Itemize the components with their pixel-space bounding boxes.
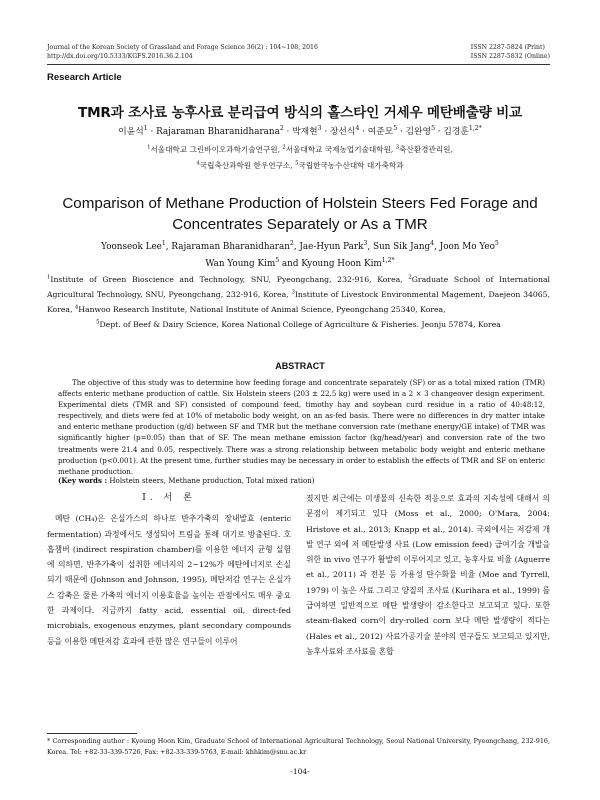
journal-header	[47, 44, 318, 61]
item-marker: 3	[317, 125, 322, 133]
list-item	[118, 127, 147, 137]
english-title-line-2: Concentrates Separately or As a TMR	[172, 216, 428, 233]
right-column	[306, 491, 550, 659]
list-item	[156, 127, 284, 137]
issn-online: ISSN 2287-5832 (Online)	[470, 52, 550, 60]
item-marker: 5	[275, 256, 280, 264]
item-text: Rajaraman Bharanidharana	[156, 127, 280, 137]
header-divider	[47, 64, 550, 65]
item-marker: 5	[431, 125, 435, 133]
footnote-divider	[47, 733, 137, 734]
item-marker: 4	[430, 240, 435, 248]
affiliation-5: Dept. of Beef & Dairy Science, Korea National College of Agriculture & Fisheries. Jeonju 57874, Korea	[99, 320, 501, 329]
korean-authors	[40, 124, 560, 137]
korean-affiliation-list-1	[147, 145, 453, 154]
affiliation-4: Hanwoo Research Institute, National Institute of Animal Science, Pyeongchang 25340, Korea,	[78, 305, 446, 314]
item-text: 장선식	[329, 127, 356, 137]
korean-affiliations-1	[40, 144, 560, 155]
intro-paragraph-left: 메탄 (CH₄)은 온실가스의 하나로 반추가축의 장내발효 (enteric fermentation) 과정에서도 생성되어 트림을 통해 대기로 방출된다. 호흡챔버 (indirect respiration chamber)를 이용한 에너지 균형 실험에 의하면, 반추가축이 섭취한 에너지의 2~12%가 메탄에너지로 손실되기 때문에 (Johnson and Johnson, 1995), 메탄저감 연구는 온실가스 감축은 물론 가축의 에너지 이용효율을 높이는 관점에서도 매우 중요한 과제이다. 지금까지 fatty acid, essential oil, direct-fed microbials, exogenous enzymes, plant secondary compounds 등을 이용한 메탄저감 효과에 관한 많은 연구들이 이루어	[47, 514, 291, 646]
aff-marker-5: 5	[96, 319, 100, 326]
item-text: 이윤석	[118, 127, 144, 137]
abstract-body: The objective of this study was to determine how feeding forage and concentrate separately (SF) or as a total mixed ration (TMR) affects enteric methane production of cattle. Six Holstein steers (203 ± 22.5 kg) were used in a 2 × 3 changeover design experiment. Experimental diets (TMR and SF) consisted of compound feed, timothy hay and soybean curd residue in a ratio of 40:48:12, respectively, and diets were fed at 10% of metabolic body weight, on an as-fed basis. There were no differences in dry matter intake and enteric methane production (g/d) between SF and TMR but the methane conversion rate (methane energy/GE intake) of TMR was significantly higher (p=0.05) than that of SF. The mean methane emission factor (kg/head/year) and conversion rate of the two treatments were 21.4 and 0.05, respectively. There was a strong relationship between metabolic body weight and enteric methane production (p<0.001). At the present time, further studies may be necessary in order to establish the effects of TMR and SF on enteric methane production.	[58, 378, 545, 476]
list-item	[330, 127, 359, 137]
list-item	[196, 161, 292, 170]
english-author-line-2: Wan Young Kim$^5$ and Kyoung Hoon Kim$^{1,2*}$	[205, 256, 395, 269]
korean-affiliations-2	[40, 160, 560, 171]
item-text: Wan Young Kim	[205, 258, 276, 269]
article-type: Research Article	[47, 72, 122, 83]
korean-author-list: 이윤석$^1$ · Rajaraman Bharanidharana$^2$ · 박재현$^3$ · 장선식$^4$ · 여준모$^5$ · 김완영$^5$ · 김경훈$^{1,2*}$	[118, 125, 482, 137]
item-text: Jae-Hyun Park	[299, 242, 364, 252]
item-marker: 1	[143, 125, 148, 133]
item-text: 축산환경관리원,	[399, 145, 453, 154]
list-item	[301, 256, 395, 269]
english-authors	[40, 239, 560, 272]
item-marker: 2	[282, 144, 286, 151]
item-marker: 1	[147, 144, 151, 151]
affiliation-1: Institute of Green Bioscience and Technology, SNU, Pyeongchang, 232-916, Korea,	[50, 275, 403, 284]
list-item	[295, 161, 404, 170]
list-item	[101, 242, 166, 252]
list-item	[373, 242, 434, 252]
list-item	[368, 127, 397, 137]
item-text: Yoonseok Lee	[101, 242, 162, 252]
affiliation-2: Graduate School of International Agricultural Technology, SNU, Pyeongchang, 232-916, Korea,	[47, 275, 550, 299]
item-marker: 1,2*	[468, 125, 482, 133]
issn-block	[471, 44, 550, 61]
page-number: -104-	[290, 767, 310, 776]
item-text: Sun Sik Jang	[372, 242, 431, 252]
journal-citation: Journal of the Korean Society of Grassland and Forage Science 36(2) : 104~108, 2016	[47, 44, 318, 51]
item-text: Rajaraman Bharanidharan	[171, 242, 290, 252]
item-marker: 4	[196, 160, 200, 167]
item-text: Joon Mo Yeo	[439, 242, 495, 252]
item-text: 여준모	[367, 127, 394, 137]
abstract-heading: ABSTRACT	[275, 361, 325, 371]
doi-link[interactable]: http://dx.doi.org/10.5333/KGFS.2016.36.2.104	[47, 52, 193, 60]
item-marker: 1,2*	[381, 256, 395, 264]
item-marker: 2	[289, 240, 294, 248]
keywords-list: Holstein steers, Methane production, Total mixed ration)	[109, 476, 315, 485]
aff-marker-3: 3	[291, 289, 295, 296]
english-title	[40, 193, 560, 235]
list-item	[396, 145, 453, 154]
aff-marker-4: 4	[74, 304, 79, 311]
list-item	[147, 145, 280, 154]
item-marker: 3	[395, 144, 400, 151]
english-author-line-1: Yoonseok Lee$^1$, Rajaraman Bharanidharan$^2$, Jae-Hyun Park$^3$, Sun Sik Jang$^4$, Joon Mo Yeo$^5$	[101, 240, 499, 252]
item-marker: 3	[363, 240, 368, 248]
keywords	[58, 476, 545, 485]
item-text: 박재현	[292, 127, 318, 137]
section-heading-introduction: Ⅰ. 서 론	[142, 493, 196, 503]
list-item	[443, 127, 481, 137]
list-item	[282, 145, 393, 154]
english-title-line-1: Comparison of Methane Production of Holstein Steers Fed Forage and	[62, 195, 538, 212]
item-text: 국립축산과학원 한우연구소,	[199, 161, 293, 170]
item-text: 국립한국농수산대학 대가축학과	[298, 161, 404, 170]
item-marker: 5	[295, 160, 299, 167]
affiliation-3: Institute of Livestock Environmental Magement, Daejeon 34065, Korea,	[47, 290, 550, 314]
keywords-label: (Key words :	[58, 476, 108, 485]
item-text: 김경훈	[443, 127, 469, 137]
item-marker: 5	[494, 240, 499, 248]
list-item	[406, 127, 435, 137]
list-item	[205, 256, 280, 269]
list-item	[171, 242, 293, 252]
item-text: 김완영	[405, 127, 432, 137]
left-column	[47, 491, 291, 649]
item-marker: 1	[161, 240, 166, 248]
aff-marker-1: 1	[47, 274, 51, 281]
aff-marker-2: 2	[408, 274, 412, 281]
corresponding-author-footnote: * Corresponding author : Kyoung Hoon Kim, Graduate School of International Agricultural Technology, Seoul National University, Pyeongchang, 232-916, Korea. Tel: +82-33-339-5726, Fax: +82-33-339-5763, E-mail: khhkim@snu.ac.kr	[47, 737, 550, 756]
item-marker: 4	[355, 125, 360, 133]
issn-print: ISSN 2287-5824 (Print)	[470, 44, 545, 51]
list-item	[440, 242, 499, 252]
korean-affiliation-list-2	[196, 161, 403, 170]
korean-title: TMR과 조사료 농후사료 분리급여 방식의 홀스타인 거세우 메탄배출량 비교	[78, 105, 522, 121]
list-item	[292, 127, 321, 137]
english-affiliations	[47, 272, 550, 332]
item-text: 서울대학교 그린바이오과학기술연구원,	[150, 145, 280, 154]
item-marker: 2	[279, 125, 284, 133]
intro-paragraph-right: 졌지만 최근에는 미생물의 신속한 적응으로 효과의 지속성에 대해서 의문점이 제기되고 있다 (Moss et al., 2000; O'Mara, 2004; Hristove et al., 2013; Knapp et al., 2014). 국외에서는 저감제 개발 연구 외에 저 메탄발생 사료 (Low emission feed) 급여기술 개발을 위한 in vivo 연구가 활발히 이루어지고 있고, 농후사료 비율 (Aguerre et al., 2011) 과 전분 등 가용성 탄수화물 비율 (Moe and Tyrrell, 1979) 이 높은 사료 그리고 양질의 조사료 (Kurihara et al., 1999) 를 급여하면 일반적으로 메탄 발생량이 감소한다고 보고되고 있다. 또한 steam-flaked corn이 dry-rolled corn 보다 메탄 발생량이 적다는 (Hales et al., 2012) 사료가공기술 분야의 연구들도 보고되고 있지만, 농후사료와 조사료를 혼합	[306, 494, 550, 656]
list-item	[299, 242, 367, 252]
item-text: Kyoung Hoon Kim	[301, 258, 382, 269]
item-text: 서울대학교 국제농업기술대학원,	[285, 145, 394, 154]
item-marker: 5	[393, 125, 398, 133]
